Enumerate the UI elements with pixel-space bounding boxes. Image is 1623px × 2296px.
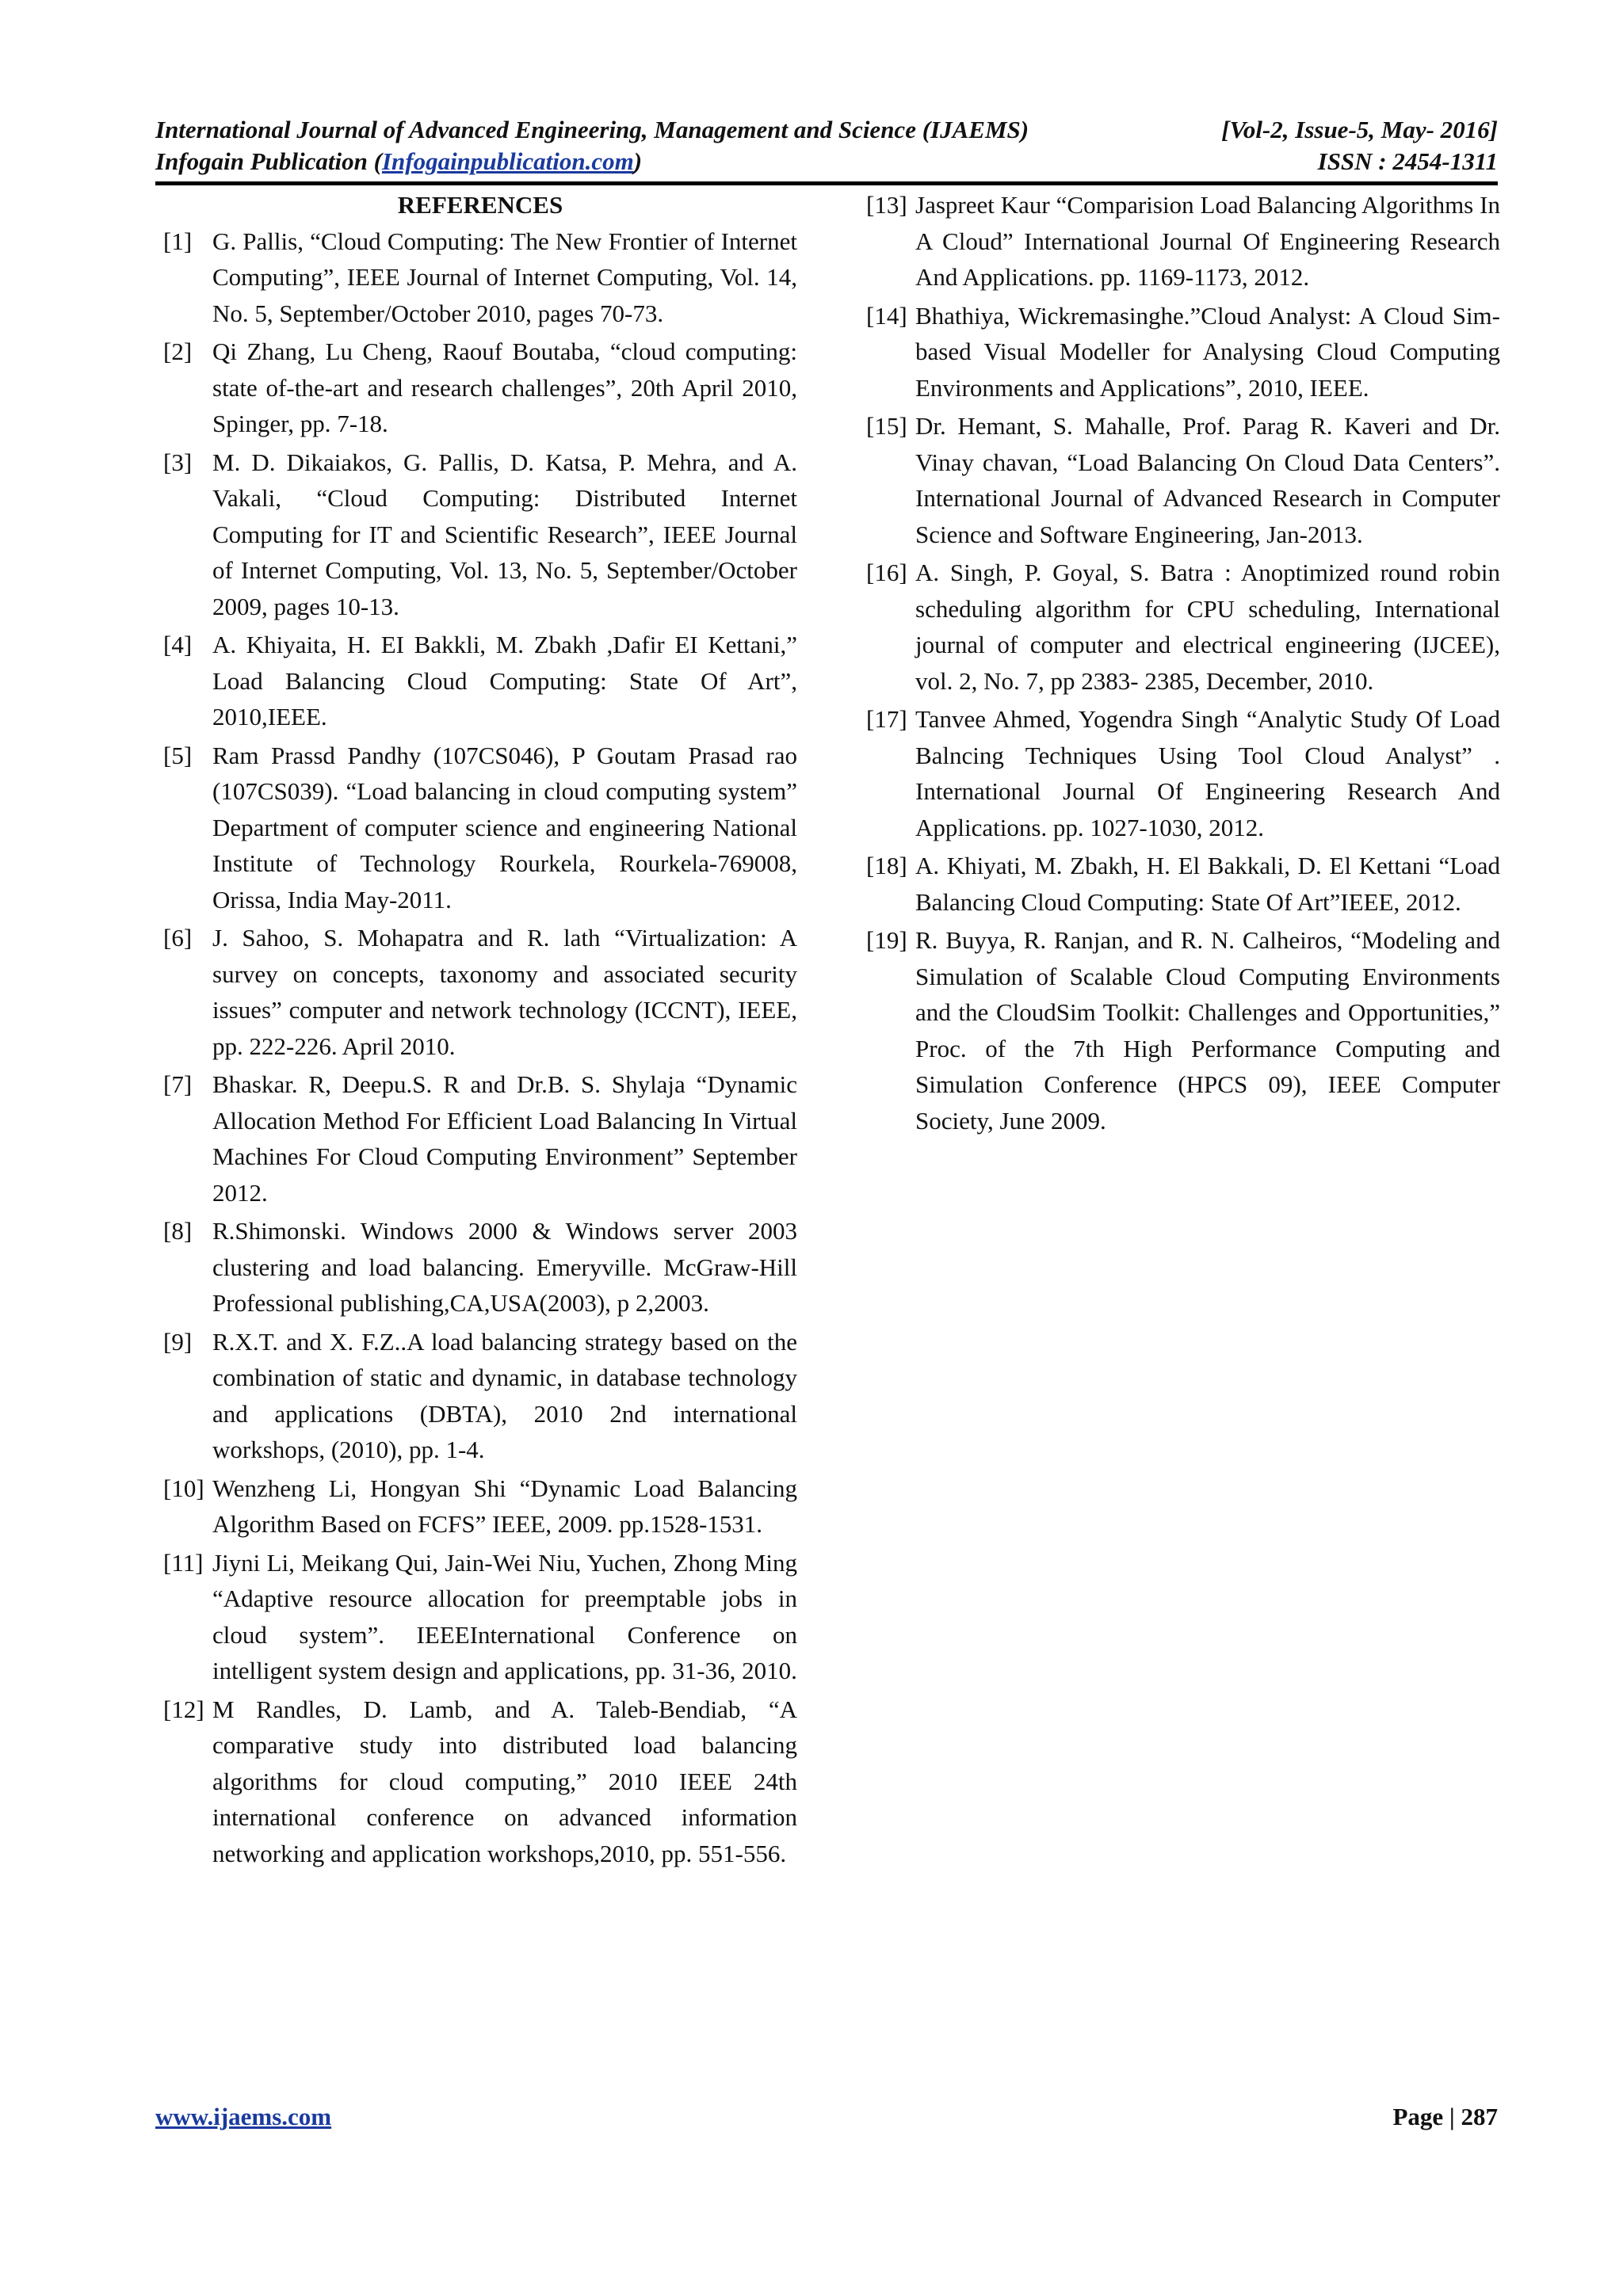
reference-text: A. Khiyati, M. Zbakh, H. El Bakkali, D. El Kettani “Load Balancing Cloud Computing: State Of Art”IEEE, 2012. [915,852,1500,916]
page-header [155,114,1498,177]
reference-item [163,1324,797,1468]
reference-item [163,223,797,332]
reference-number: [15] [866,412,907,440]
reference-item [163,1066,797,1211]
reference-text: Jiyni Li, Meikang Qui, Jain-Wei Niu, Yuchen, Zhong Ming “Adaptive resource allocation for preemptable jobs in cloud system”. IEEEInternational Conference on intelligent system design and applications, pp. 31-36, 2010. [212,1548,797,1684]
reference-number: [8] [163,1217,193,1245]
reference-number: [12] [163,1695,204,1723]
page-footer [155,2101,1498,2133]
reference-text: M Randles, D. Lamb, and A. Taleb-Bendiab, “A comparative study into distributed load balancing algorithms for cloud computing,” 2010 IEEE 24th international conference on advanced information networking and application workshops,2010, pp. 551-556. [212,1695,797,1867]
reference-number: [16] [866,559,907,586]
reference-text: A. Singh, P. Goyal, S. Batra : Anoptimized round robin scheduling algorithm for CPU scheduling, International journal of computer and electrical engineering (IJCEE), vol. 2, No. 7, pp 2383- 2385, December, 2010. [915,559,1500,695]
reference-number: [5] [163,741,193,769]
reference-number: [9] [163,1327,193,1356]
reference-number: [11] [163,1548,204,1577]
reference-number: [19] [866,926,907,954]
reference-text: G. Pallis, “Cloud Computing: The New Frontier of Internet Computing”, IEEE Journal of Internet Computing, Vol. 14, No. 5, September/October 2010, pages 70-73. [212,227,797,327]
reference-text: Jaspreet Kaur “Comparision Load Balancing Algorithms In A Cloud” International Journal Of Engineering Research And Applications. pp. 1169-1173, 2012. [915,191,1500,291]
reference-text: Bhathiya, Wickremasinghe.”Cloud Analyst: A Cloud Sim-based Visual Modeller for Analysing Cloud Computing Environments and Applications”, 2010, IEEE. [915,301,1500,402]
reference-text: Ram Prassd Pandhy (107CS046), P Goutam Prasad rao (107CS039). “Load balancing in cloud computing system” Department of computer science and engineering National Institute of Technology Rourkela, Rourkela-769008, Orissa, India May-2011. [212,741,797,913]
issn: ISSN : 2454-1311 [1317,147,1498,175]
reference-item [163,627,797,735]
reference-item [163,444,797,625]
references-heading: REFERENCES [397,191,563,219]
reference-text: J. Sahoo, S. Mohapatra and R. lath “Virtualization: A survey on concepts, taxonomy and associated security issues” computer and network technology (ICCNT), IEEE, pp. 222-226. April 2010. [212,924,797,1060]
publisher-suffix: ) [633,147,643,175]
page-number: Page | 287 [1392,2103,1498,2130]
reference-item [163,1691,797,1872]
reference-item [163,1470,797,1543]
reference-item [163,1213,797,1322]
reference-text: R. Buyya, R. Ranjan, and R. N. Calheiros, “Modeling and Simulation of Scalable Cloud Computing Environments and the CloudSim Toolkit: Challenges and Opportunities,” Proc. of the 7th High Performance Computing and Simulation Conference (HPCS 09), IEEE Computer Society, June 2009. [915,926,1500,1135]
reference-number: [6] [163,924,193,952]
right-reference-list [866,187,1500,1138]
reference-item [866,555,1500,699]
reference-item [866,408,1500,552]
publisher-link[interactable]: Infogainpublication.com [381,147,634,175]
reference-text: A. Khiyaita, H. EI Bakkli, M. Zbakh ,Dafir EI Kettani,” Load Balancing Cloud Computing: State Of Art”, 2010,IEEE. [212,631,797,730]
website-link[interactable]: www.ijaems.com [155,2103,332,2130]
reference-number: [18] [866,852,907,879]
reference-item [163,920,797,1064]
reference-number: [2] [163,338,193,365]
publisher-prefix: Infogain Publication ( [155,147,382,175]
header-row-2 [155,146,1498,177]
reference-item [866,187,1500,296]
reference-number: [17] [866,705,907,733]
reference-item [163,1545,797,1689]
reference-number: [4] [163,631,193,658]
reference-text: Dr. Hemant, S. Mahalle, Prof. Parag R. Kaveri and Dr. Vinay chavan, “Load Balancing On Cloud Data Centers”. International Journal of Advanced Research in Computer Science and Software Engineering, Jan-2013. [915,412,1500,548]
reference-number: [3] [163,448,193,476]
reference-item [866,848,1500,920]
reference-item [866,298,1500,406]
reference-number: [7] [163,1070,193,1098]
reference-text: Qi Zhang, Lu Cheng, Raouf Boutaba, “cloud computing: state of-the-art and research challenges”, 20th April 2010, Spinger, pp. 7-18. [212,338,797,437]
reference-text: M. D. Dikaiakos, G. Pallis, D. Katsa, P. Mehra, and A. Vakali, “Cloud Computing: Distributed Internet Computing for IT and Scientific Research”, IEEE Journal of Internet Computing, Vol. 13, No. 5, September/October 2009, pages 10-13. [212,448,797,620]
reference-text: Bhaskar. R, Deepu.S. R and Dr.B. S. Shylaja “Dynamic Allocation Method For Efficient Load Balancing In Virtual Machines For Cloud Computing Environment” September 2012. [212,1070,797,1207]
reference-item [866,701,1500,845]
reference-number: [13] [866,191,907,219]
reference-item [866,922,1500,1138]
volume-issue: [Vol-2, Issue-5, May- 2016] [1221,116,1498,143]
reference-item [163,334,797,442]
reference-text: R.Shimonski. Windows 2000 & Windows server 2003 clustering and load balancing. Emeryville. McGraw-Hill Professional publishing,CA,USA(2003), p 2,2003. [212,1217,797,1317]
reference-number: [14] [866,301,907,330]
reference-item [163,738,797,918]
reference-number: [10] [163,1474,204,1502]
publisher [155,146,642,177]
header-row-1 [155,114,1498,146]
journal-title: International Journal of Advanced Engineering, Management and Science (IJAEMS) [155,116,1029,143]
reference-number: [1] [163,227,193,255]
reference-text: R.X.T. and X. F.Z..A load balancing strategy based on the combination of static and dynamic, in database technology and applications (DBTA), 2010 2nd international workshops, (2010), pp. 1-4. [212,1327,797,1463]
reference-text: Wenzheng Li, Hongyan Shi “Dynamic Load Balancing Algorithm Based on FCFS” IEEE, 2009. pp.1528-1531. [212,1474,797,1538]
reference-text: Tanvee Ahmed, Yogendra Singh “Analytic Study Of Load Balncing Techniques Using Tool Cloud Analyst” . International Journal Of Engineering Research And Applications. pp. 1027-1030, 2012. [915,705,1500,841]
left-reference-list [163,223,797,1872]
header-rule [155,181,1498,185]
left-column [163,187,797,1874]
right-column [866,187,1500,1141]
